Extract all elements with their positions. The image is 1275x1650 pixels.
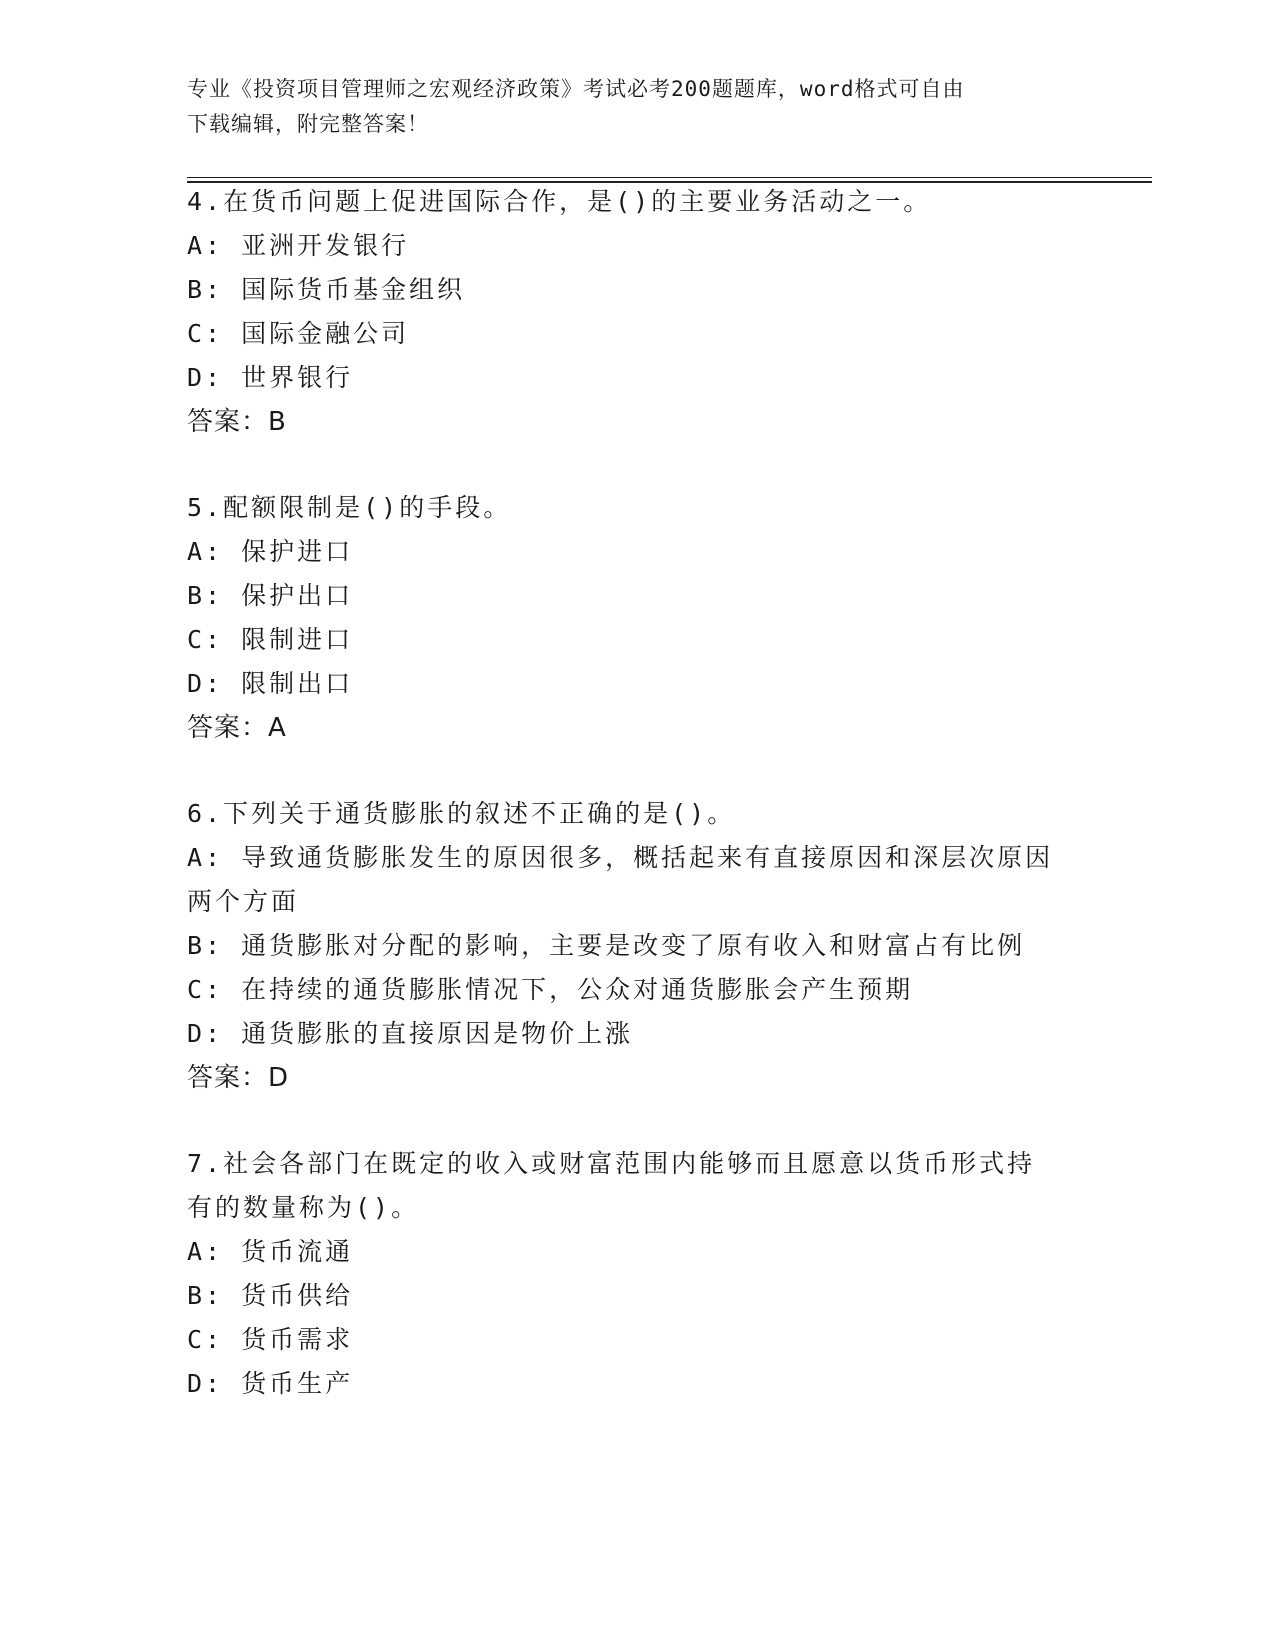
question-6-option-d: D: 通货膨胀的直接原因是物价上涨 <box>187 1019 634 1048</box>
question-4-option-c: C: 国际金融公司 <box>187 319 410 348</box>
question-7-stem: 7.社会各部门在既定的收入或财富范围内能够而且愿意以货币形式持 <box>187 1149 1036 1178</box>
question-5-option-b: B: 保护出口 <box>187 581 354 610</box>
header-line-1: 专业《投资项目管理师之宏观经济政策》考试必考200题题库，word格式可自由 <box>187 77 965 101</box>
question-7-option-b: B: 货币供给 <box>187 1281 354 1310</box>
question-6-option-b: B: 通货膨胀对分配的影响，主要是改变了原有收入和财富占有比例 <box>187 931 1026 960</box>
question-5-option-d: D: 限制出口 <box>187 669 354 698</box>
document-header <box>187 72 1067 142</box>
question-7-option-c: C: 货币需求 <box>187 1325 354 1354</box>
question-6-answer: 答案：D <box>187 1063 290 1093</box>
question-5-answer: 答案：A <box>187 713 287 743</box>
question-5-option-a: A: 保护进口 <box>187 537 354 566</box>
question-7-stem-continued: 有的数量称为()。 <box>187 1193 420 1222</box>
question-4-option-d: D: 世界银行 <box>187 363 354 392</box>
header-divider-thick <box>187 181 1152 183</box>
question-7-option-d: D: 货币生产 <box>187 1369 354 1398</box>
header-line-2: 下载编辑，附完整答案！ <box>187 112 429 136</box>
question-4-stem: 4.在货币问题上促进国际合作，是()的主要业务活动之一。 <box>187 187 932 216</box>
question-6-stem: 6.下列关于通货膨胀的叙述不正确的是()。 <box>187 799 736 828</box>
question-4-answer: 答案：B <box>187 407 287 437</box>
header-divider-thin <box>187 177 1152 178</box>
question-5-option-c: C: 限制进口 <box>187 625 354 654</box>
question-7-option-a: A: 货币流通 <box>187 1237 354 1266</box>
question-4-option-b: B: 国际货币基金组织 <box>187 275 466 304</box>
question-6-option-a: A: 导致通货膨胀发生的原因很多，概括起来有直接原因和深层次原因 <box>187 843 1054 872</box>
question-4-option-a: A: 亚洲开发银行 <box>187 231 410 260</box>
question-5-stem: 5.配额限制是()的手段。 <box>187 493 512 522</box>
question-6-option-a-continued: 两个方面 <box>187 887 300 916</box>
question-6-option-c: C: 在持续的通货膨胀情况下，公众对通货膨胀会产生预期 <box>187 975 914 1004</box>
